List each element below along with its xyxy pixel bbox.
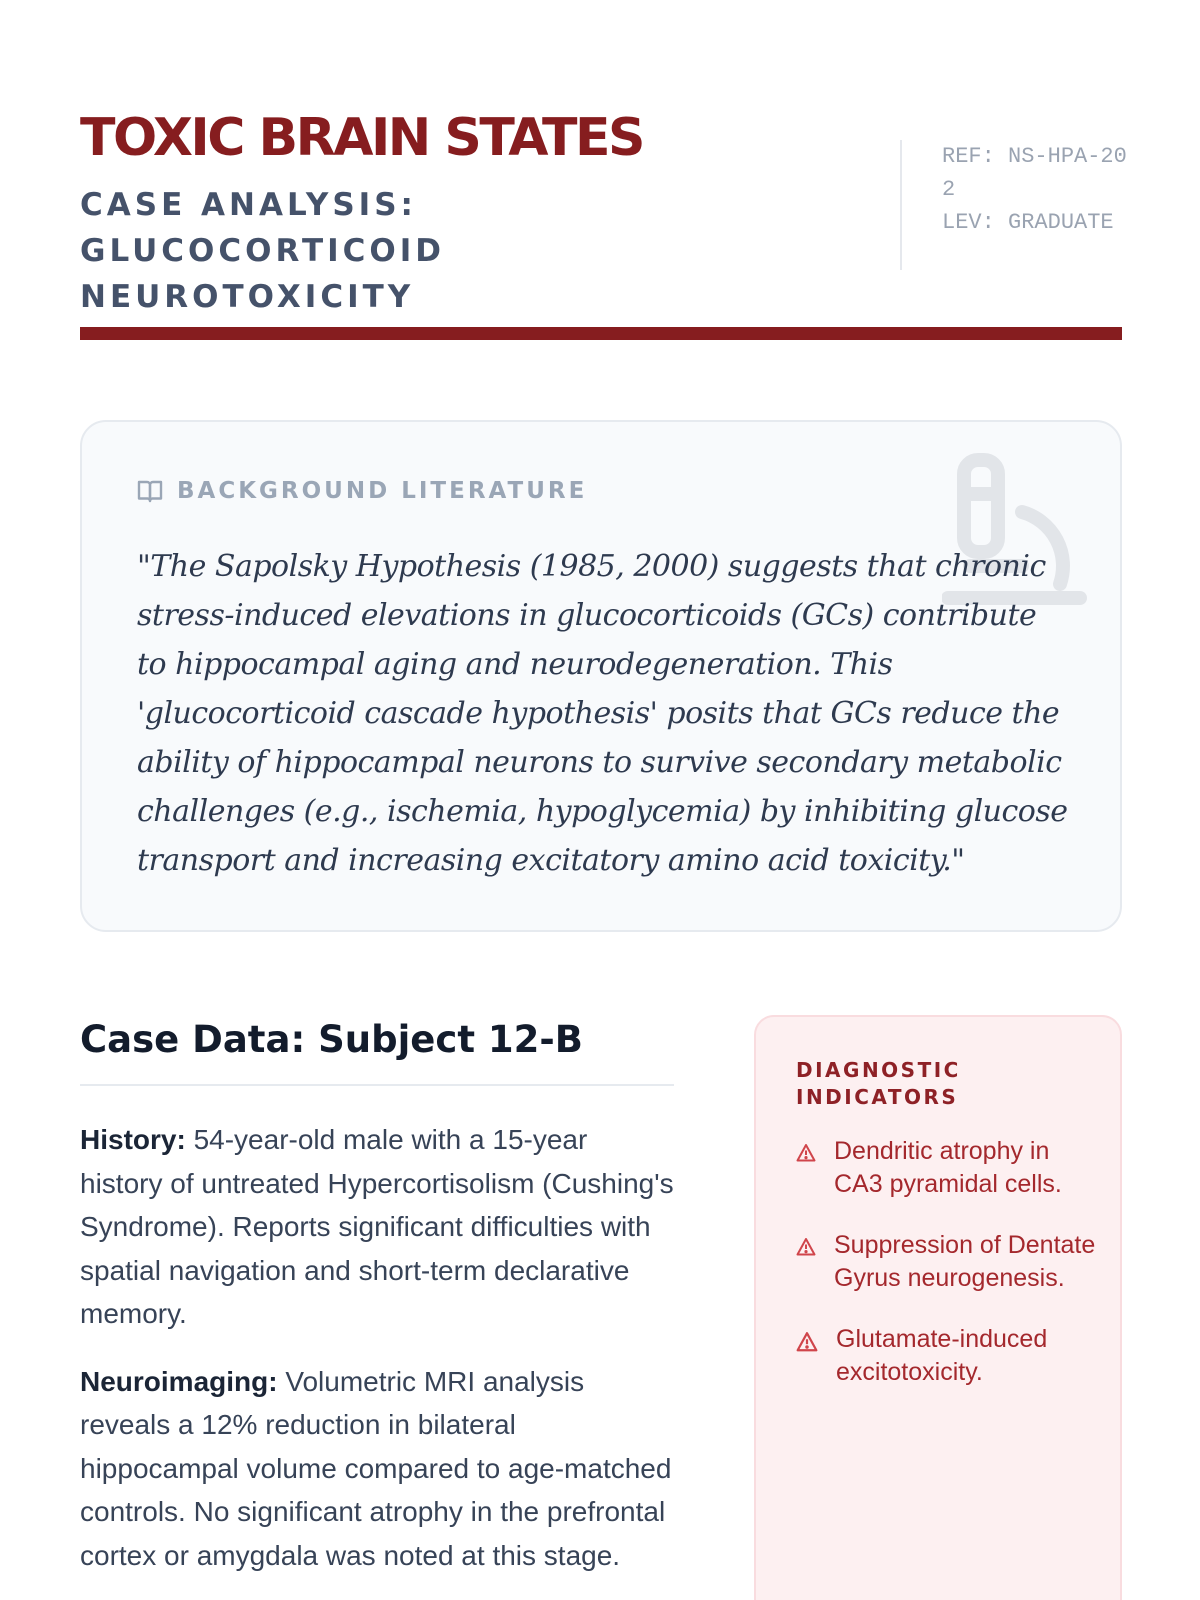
case-title: Case Data: Subject 12-B — [80, 1010, 674, 1086]
header-divider — [80, 327, 1122, 340]
background-heading — [137, 478, 587, 504]
diagnostic-indicators-panel — [754, 1015, 1122, 1600]
diagnostic-list — [796, 1135, 1096, 1417]
neuroimaging-text: Volumetric MRI analysis reveals a 12% reduction in bilateral hippocampal volume compared to age-matched controls. No significant atrophy in the prefrontal cortex or amygdala was noted at this stage. — [80, 1365, 672, 1571]
warning-triangle-icon — [796, 1331, 818, 1353]
indicator-text: Suppression of Dentate Gyrus neurogenesis. — [834, 1231, 1096, 1292]
reference-block — [900, 140, 1130, 270]
book-open-icon — [137, 479, 163, 503]
history-paragraph — [80, 1118, 674, 1336]
neuroimaging-label: Neuroimaging: — [80, 1365, 278, 1397]
history-text: 54-year-old male with a 15-year history of untreated Hypercortisolism (Cushing's Syndrome). Reports significant difficulties with spatial navigation and short-term declarative memory. — [80, 1124, 674, 1329]
page-header — [80, 108, 1127, 315]
page-title: TOXIC BRAIN STATES — [80, 108, 643, 168]
literature-quote: "The Sapolsky Hypothesis (1985, 2000) suggests that chronic stress-induced elevations in glucocorticoids (GCs) contribute to hippocampal aging and neurodegeneration. This 'glucocorticoid cascade hypothesis' posits that GCs reduce the ability of hippocampal neurons to survive secondary metabolic challenges (e.g., ischemia, hypoglycemia) by inhibiting glucose transport and increasing excitatory amino acid toxicity." — [137, 549, 1068, 878]
indicator-text: Dendritic atrophy in CA3 pyramidal cells. — [834, 1137, 1062, 1198]
page-subtitle: CASE ANALYSIS: GLUCOCORTICOID NEUROTOXICITY — [80, 187, 446, 315]
background-label: BACKGROUND LITERATURE — [177, 478, 588, 504]
indicator-text: Glutamate-induced excitotoxicity. — [836, 1325, 1048, 1386]
diagnostic-label: DIAGNOSTIC INDICATORS — [796, 1058, 961, 1109]
level-code: LEV: GRADUATE — [942, 210, 1114, 235]
case-data-section — [80, 1010, 674, 1577]
neuroimaging-paragraph — [80, 1360, 674, 1578]
warning-triangle-icon — [796, 1237, 816, 1257]
list-item — [796, 1135, 1096, 1201]
history-label: History: — [80, 1124, 186, 1155]
list-item — [796, 1323, 1096, 1389]
list-item — [796, 1229, 1096, 1295]
reference-code: REF: NS-HPA-202 — [942, 144, 1127, 202]
background-literature-panel — [80, 420, 1122, 932]
warning-triangle-icon — [796, 1143, 816, 1163]
